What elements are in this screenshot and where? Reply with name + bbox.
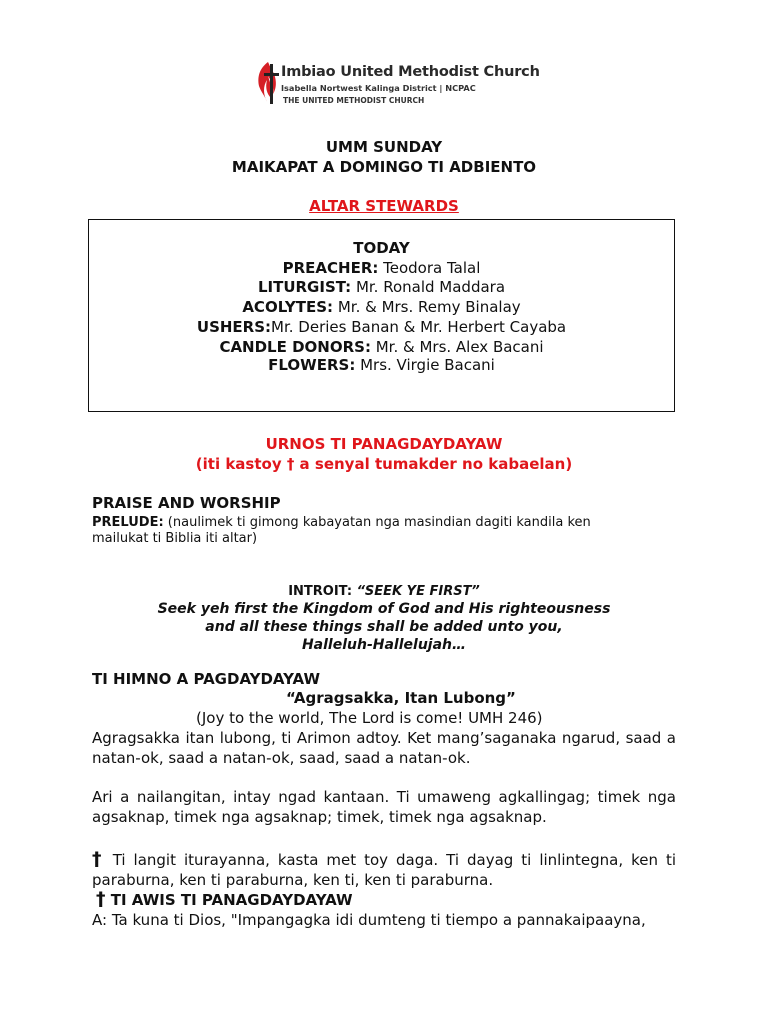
cross-and-flame-icon	[253, 58, 281, 110]
district-name: Isabella Nortwest Kalinga District | NCPAC	[281, 83, 476, 93]
stewards-box	[88, 219, 675, 412]
today-label: TODAY	[353, 239, 410, 257]
flowers-row	[89, 356, 674, 375]
order-heading: URNOS TI PANAGDAYDAYAW	[265, 435, 503, 453]
introit-lyric-2: and all these things shall be added unto you,	[205, 619, 563, 635]
hymn-verse-3	[92, 850, 676, 890]
denomination-name: THE UNITED METHODIST CHURCH	[283, 96, 425, 105]
prelude-text: (naulimek ti gimong kabayatan nga masindian dagiti kandila ken	[163, 515, 591, 530]
praise-worship-heading: PRAISE AND WORSHIP	[92, 494, 281, 512]
liturgist-label: LITURGIST:	[257, 278, 352, 296]
acolytes-row	[89, 298, 674, 317]
candle-donors-value: Mr. & Mrs. Alex Bacani	[370, 338, 544, 356]
ushers-label: USHERS:	[196, 318, 272, 336]
prelude-line	[92, 514, 591, 531]
introit-lyric-1: Seek yeh first the Kingdom of God and His righteousness	[157, 601, 611, 617]
introit-label: INTROIT:	[288, 584, 357, 599]
awis-heading: TI AWIS TI PANAGDAYDAYAW	[105, 891, 353, 909]
liturgist-value: Mr. Ronald Maddara	[351, 278, 506, 296]
acolytes-label: ACOLYTES:	[242, 298, 334, 316]
preacher-row	[89, 259, 674, 278]
preacher-label: PREACHER:	[282, 259, 379, 277]
awis-heading-line	[96, 890, 353, 910]
ushers-row	[89, 318, 674, 337]
acolytes-value: Mr. & Mrs. Remy Binalay	[333, 298, 521, 316]
hymn-subtitle: (Joy to the world, The Lord is come! UMH 246)	[196, 709, 543, 727]
liturgist-row	[89, 278, 674, 297]
altar-stewards-heading: ALTAR STEWARDS	[309, 197, 459, 215]
church-logo	[253, 58, 540, 110]
flowers-label: FLOWERS:	[268, 356, 356, 374]
candle-donors-row	[89, 338, 674, 357]
church-name: Imbiao United Methodist Church	[281, 64, 540, 80]
introit-title: “SEEK YE FIRST”	[356, 584, 480, 599]
introit-line	[0, 583, 768, 600]
order-note: (iti kastoy † a senyal tumakder no kabaelan)	[195, 455, 573, 473]
flowers-value: Mrs. Virgie Bacani	[355, 356, 495, 374]
preacher-value: Teodora Talal	[378, 259, 481, 277]
hymn-verse-3-text: Ti langit iturayanna, kasta met toy daga. Ti dayag ti linlintegna, ken ti paraburna, ken ti paraburna, ken ti, ken ti paraburna.	[92, 851, 677, 889]
page-subtitle: MAIKAPAT A DOMINGO TI ADBIENTO	[231, 158, 537, 176]
hymn-heading: TI HIMNO A PAGDAYDAYAW	[92, 670, 321, 688]
page-title: UMM SUNDAY	[325, 138, 443, 156]
candle-donors-label: CANDLE DONORS:	[219, 338, 371, 356]
dagger-icon: †	[96, 888, 106, 910]
hymn-title: “Agragsakka, Itan Lubong”	[286, 689, 516, 707]
prelude-label: PRELUDE:	[92, 515, 164, 530]
introit-lyric-3: Halleluh-Hallelujah…	[301, 637, 467, 653]
hymn-verse-1: Agragsakka itan lubong, ti Arimon adtoy. Ket mang’saganaka ngarud, saad a natan-ok, saad a natan-ok, saad, saad a natan-ok.	[92, 729, 676, 767]
hymn-verse-2: Ari a nailangitan, intay ngad kantaan. Ti umaweng agkallingag; timek nga agsaknap, timek nga agsaknap; timek, timek nga agsaknap.	[92, 788, 676, 826]
ushers-value: Mr. Deries Banan & Mr. Herbert Cayaba	[271, 318, 567, 336]
dagger-icon: †	[92, 848, 105, 870]
prelude-text-continued: mailukat ti Biblia iti altar)	[92, 531, 258, 546]
awis-text: A: Ta kuna ti Dios, "Impangagka idi dumteng ti tiempo a pannakaipaayna,	[92, 911, 646, 929]
